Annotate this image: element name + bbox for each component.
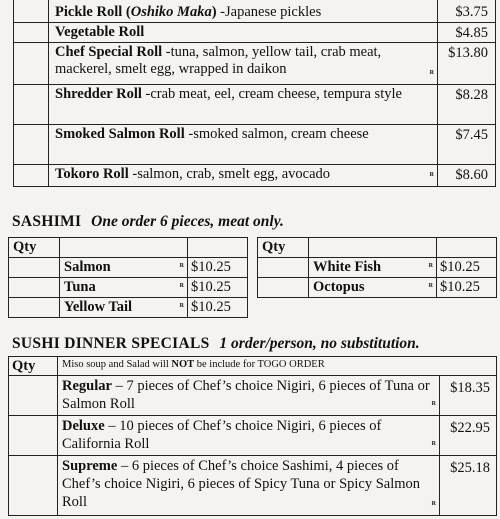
table-row: [258, 258, 497, 278]
table-row: [9, 376, 497, 416]
dinner-specials-table: [8, 356, 497, 516]
qty-cell: [9, 456, 58, 516]
table-row: [14, 0, 496, 23]
qty-cell: [14, 23, 49, 43]
dinner-specials-heading: [12, 335, 420, 353]
menu-item-name: Smoked Salmon Roll: [55, 126, 185, 142]
menu-item-description: [49, 23, 438, 43]
sashimi-item-price: $10.25: [188, 278, 248, 298]
table-row: [14, 43, 496, 85]
registered-mark: R: [429, 70, 434, 76]
registered-mark: R: [179, 283, 184, 289]
table-row: [9, 298, 248, 318]
registered-mark: R: [429, 172, 434, 178]
qty-header: Qty: [9, 357, 58, 376]
table-row: [9, 258, 248, 278]
section-title: SUSHI DINNER SPECIALS: [12, 335, 210, 352]
table-row: [9, 416, 497, 456]
menu-item-name: Vegetable Roll: [55, 24, 145, 40]
menu-item-description: Smoked Salmon Roll -smoked salmon, cream cheese: [49, 125, 438, 165]
sashimi-item-price: $10.25: [188, 298, 248, 318]
section-title: SASHIMI: [12, 213, 82, 230]
empty-header-cell: [60, 238, 188, 258]
qty-cell: [14, 165, 49, 187]
menu-item-price: $7.45: [438, 125, 496, 165]
empty-header-cell: [188, 238, 248, 258]
menu-item-name: Shredder Roll: [55, 86, 142, 102]
empty-header-cell: [309, 238, 437, 258]
roll-menu-table: [13, 0, 496, 187]
registered-mark: R: [431, 441, 436, 447]
dinner-item-name: Deluxe: [62, 418, 105, 434]
sashimi-item-price: $10.25: [437, 278, 497, 298]
menu-item-price: $8.60: [438, 165, 496, 187]
registered-mark: R: [431, 501, 436, 507]
qty-cell: [258, 278, 309, 298]
qty-cell: [9, 278, 60, 298]
menu-item-description: Tokoro Roll -salmon, crab, smelt egg, avocado R: [49, 165, 438, 187]
menu-item-price: $8.28: [438, 85, 496, 125]
sashimi-item-name: Tuna R: [60, 278, 188, 298]
registered-mark: R: [431, 401, 436, 407]
table-row: [14, 125, 496, 165]
table-header-row: [9, 357, 497, 376]
dinner-item-description: Supreme – 6 pieces of Chef’s choice Sashimi, 4 pieces of Chef’s choice Nigiri, 6 pieces of Spicy Tuna or Spicy Salmon Roll R: [58, 456, 440, 516]
menu-item-description: Pickle Roll (Oshiko Maka) -Japanese pickles: [49, 0, 438, 23]
table-row: [9, 456, 497, 516]
dinner-item-name: Supreme: [62, 458, 118, 474]
qty-header: Qty: [9, 238, 60, 258]
menu-item-price: $4.85: [438, 23, 496, 43]
dinner-item-price: $22.95: [440, 416, 497, 456]
qty-cell: [14, 125, 49, 165]
empty-header-cell: [437, 238, 497, 258]
sashimi-item-name: Yellow Tail R: [60, 298, 188, 318]
qty-cell: [9, 376, 58, 416]
registered-mark: R: [179, 303, 184, 309]
table-header-row: [9, 238, 248, 258]
sashimi-item-name: White Fish R: [309, 258, 437, 278]
table-header-row: [258, 238, 497, 258]
sashimi-item-name: Salmon R: [60, 258, 188, 278]
table-row: [14, 85, 496, 125]
registered-mark: R: [428, 263, 433, 269]
menu-item-name: Tokoro Roll: [55, 166, 129, 182]
menu-item-name: Pickle Roll (Oshiko Maka): [55, 4, 217, 20]
table-row: [9, 278, 248, 298]
registered-mark: R: [179, 263, 184, 269]
sashimi-table-right: [257, 237, 497, 298]
dinner-item-name: Regular: [62, 378, 112, 394]
menu-item-price: $3.75: [438, 0, 496, 23]
qty-cell: [258, 258, 309, 278]
qty-cell: [14, 85, 49, 125]
qty-cell: [9, 298, 60, 318]
qty-cell: [14, 0, 49, 23]
qty-header: Qty: [258, 238, 309, 258]
sashimi-item-price: $10.25: [188, 258, 248, 278]
dinner-item-description: Deluxe – 10 pieces of Chef’s choice Nigiri, 6 pieces of California Roll R: [58, 416, 440, 456]
dinner-item-price: $25.18: [440, 456, 497, 516]
qty-cell: [9, 258, 60, 278]
table-row: [14, 165, 496, 187]
qty-cell: [9, 416, 58, 456]
dinner-item-description: Regular – 7 pieces of Chef’s choice Nigiri, 6 pieces of Tuna or Salmon Roll R: [58, 376, 440, 416]
section-subtitle: 1 order/person, no substitution.: [219, 335, 420, 352]
menu-item-description: Shredder Roll -crab meat, eel, cream cheese, tempura style: [49, 85, 438, 125]
sashimi-table-left: [8, 237, 248, 318]
menu-item-price: $13.80: [438, 43, 496, 85]
sashimi-item-name: Octopus R: [309, 278, 437, 298]
sashimi-item-price: $10.25: [437, 258, 497, 278]
qty-cell: [14, 43, 49, 85]
section-subtitle: One order 6 pieces, meat only.: [91, 213, 284, 230]
menu-item-description: Chef Special Roll -tuna, salmon, yellow tail, crab meat, mackerel, smelt egg, wrapped in daikon R: [49, 43, 438, 85]
menu-item-name: Chef Special Roll: [55, 44, 163, 60]
dinner-item-price: $18.35: [440, 376, 497, 416]
table-row: [14, 23, 496, 43]
togo-note: Miso soup and Salad will NOT be include for TOGO ORDER: [58, 357, 497, 376]
registered-mark: R: [428, 283, 433, 289]
table-row: [258, 278, 497, 298]
sashimi-heading: [12, 213, 284, 231]
